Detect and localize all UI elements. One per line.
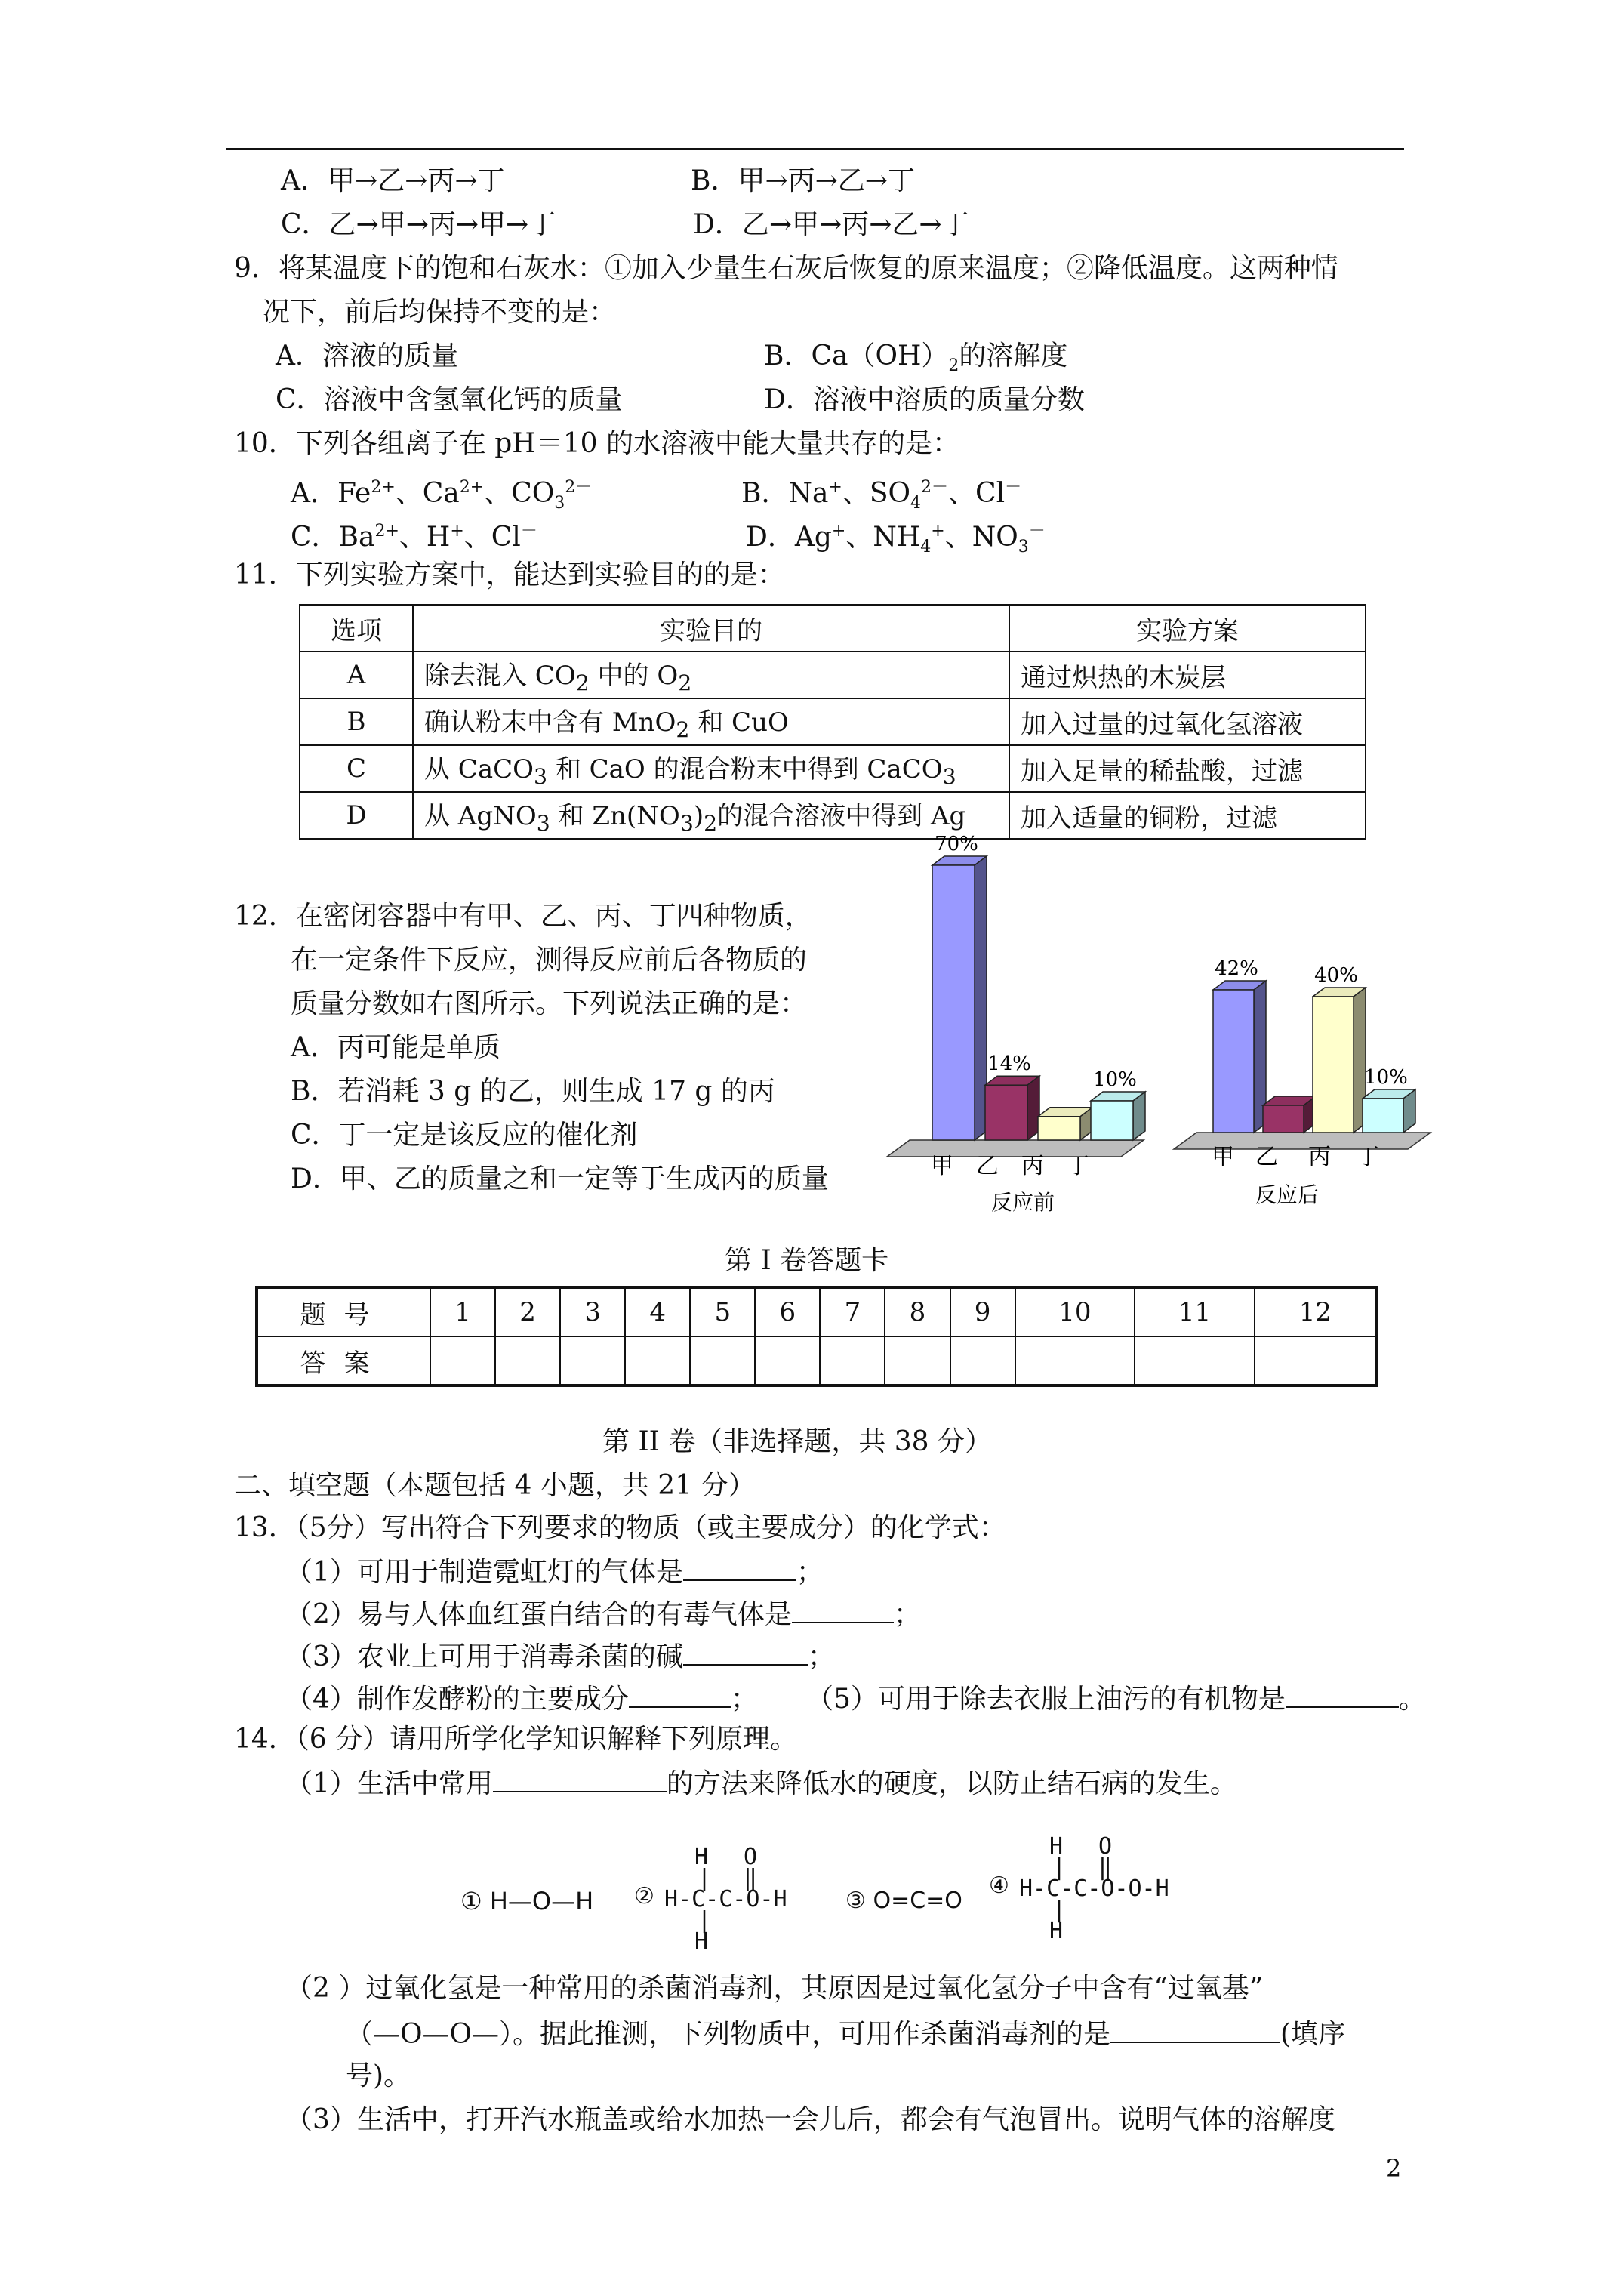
category-label: 甲 <box>1212 1144 1234 1170</box>
part2-title: 第 II 卷（非选择题，共 38 分） <box>602 1426 993 1457</box>
data-label: 70% <box>935 833 978 855</box>
formula-water: ① H—O—H <box>460 1887 594 1915</box>
q14-stem: 14．（6 分）请用所学化学知识解释下列原理。 <box>234 1724 798 1755</box>
answer-card-number: 4 <box>625 1287 690 1336</box>
answer-card-number: 12 <box>1255 1287 1377 1336</box>
chart-caption-before: 反应前 <box>990 1190 1055 1215</box>
chart-before <box>887 833 1145 1215</box>
q12-stem-2: 在一定条件下反应，测得反应前后各物质的 <box>291 945 808 975</box>
data-label: 42% <box>1215 957 1258 980</box>
category-label: 甲 <box>931 1153 953 1179</box>
q12-option-a: A．丙可能是单质 <box>291 1032 500 1063</box>
answer-blank[interactable] <box>683 1637 808 1666</box>
q10-stem: 10．下列各组离子在 pH＝10 的水溶液中能大量共存的是： <box>234 428 959 459</box>
table-cell-option: A <box>300 652 413 698</box>
bar-乙 <box>1263 1105 1304 1133</box>
chart-caption-after: 反应后 <box>1255 1182 1320 1207</box>
answer-card-number: 1 <box>430 1287 495 1336</box>
table-cell-goal: 除去混入 $CO_2$ 中的 $O_2$ <box>413 652 1009 698</box>
q14-part-1: （1）生活中常用 的方法来降低水的硬度，以防止结石病的发生。 <box>285 1764 1237 1802</box>
table-header-plan: 实验方案 <box>1009 605 1366 652</box>
bar-丁 <box>1091 1101 1133 1140</box>
q10-option-c: C．$Ba^{2+}$、H+、Cl－ <box>291 522 537 553</box>
answer-card-number: 7 <box>820 1287 885 1336</box>
answer-card-table <box>255 1286 1378 1387</box>
table-row <box>300 652 1366 698</box>
bar-丙 <box>1313 997 1354 1133</box>
q14-part-2-c: 号)。 <box>346 2060 411 2091</box>
q12-option-b: B．若消耗 3 g 的乙，则生成 17 g 的丙 <box>291 1076 775 1107</box>
page-number: 2 <box>1386 2154 1402 2183</box>
answer-cell[interactable] <box>560 1336 625 1385</box>
q13-item-1: （1）可用于制造霓虹灯的气体是 ； <box>285 1552 824 1591</box>
table-cell-plan: 加入足量的稀盐酸，过滤 <box>1009 745 1366 792</box>
bar-甲 <box>932 865 975 1140</box>
answer-card-number: 5 <box>690 1287 755 1336</box>
category-label: 丁 <box>1357 1144 1379 1170</box>
q14-part-2-a: （2 ）过氧化氢是一种常用的杀菌消毒剂，其原因是过氧化氢分子中含有“过氧基” <box>285 1973 1264 2004</box>
answer-blank[interactable] <box>792 1595 894 1623</box>
q8-option-b: B．甲→丙→乙→丁 <box>691 165 915 196</box>
q13-item-4: （4）制作发酵粉的主要成分 ； <box>285 1679 758 1718</box>
q13-item-2: （2）易与人体血红蛋白结合的有毒气体是 ； <box>285 1595 921 1633</box>
answer-cell[interactable] <box>1255 1336 1377 1385</box>
q10-option-a: A．$Fe^{2+}$、$Ca^{2+}$、$CO_3^{2-}$ <box>291 478 593 513</box>
q10-option-d: D．Ag+、$NH_4^+$、$NO_3^-$ <box>746 522 1046 557</box>
table-cell-plan: 加入适量的铜粉，过滤 <box>1009 792 1366 839</box>
table-cell-plan: 加入过量的过氧化氢溶液 <box>1009 698 1366 745</box>
q12-option-c: C．丁一定是该反应的催化剂 <box>291 1120 638 1151</box>
q8-option-d: D．乙→甲→丙→乙→丁 <box>693 209 969 240</box>
data-label: 40% <box>1314 964 1358 987</box>
table-row <box>300 698 1366 745</box>
answer-blank[interactable] <box>1286 1679 1399 1708</box>
mass-fraction-chart <box>895 833 1476 1216</box>
answer-card-number-row <box>257 1287 1377 1336</box>
table-cell-option: B <box>300 698 413 745</box>
q14-part-3: （3）生活中，打开汽水瓶盖或给水加热一会儿后，都会有气泡冒出。说明气体的溶解度 <box>285 2104 1335 2135</box>
answer-card-number: 9 <box>950 1287 1015 1336</box>
table-cell-goal: 从 AgNO$_3$ 和 $Zn(NO_3)_2$的混合溶液中得到 Ag <box>413 792 1009 839</box>
table-cell-goal: 从 CaCO$_3$ 和 CaO 的混合粉末中得到 CaCO$_3$ <box>413 745 1009 792</box>
answer-card-answer-row <box>257 1336 1377 1385</box>
chart-floor <box>887 1140 1144 1157</box>
q13-item-5: （5）可用于除去衣服上油污的有机物是 。 <box>806 1679 1426 1718</box>
answer-blank[interactable] <box>1110 2014 1280 2043</box>
answer-cell[interactable] <box>495 1336 560 1385</box>
answer-card-number: 6 <box>755 1287 820 1336</box>
q9-stem-2: 况下，前后均保持不变的是： <box>263 297 617 328</box>
answer-cell[interactable] <box>755 1336 820 1385</box>
q12-option-d: D．甲、乙的质量之和一定等于生成丙的质量 <box>291 1163 829 1194</box>
q13-item-3: （3）农业上可用于消毒杀菌的碱 ； <box>285 1637 835 1675</box>
table-header-goal: 实验目的 <box>413 605 1009 652</box>
table-cell-plan: 通过炽热的木炭层 <box>1009 652 1366 698</box>
category-label: 丁 <box>1067 1153 1089 1179</box>
q9-stem-1: 9．将某温度下的饱和石灰水：①加入少量生石灰后恢复的原来温度；②降低温度。这两种情 <box>234 253 1338 284</box>
q9-option-b: B．$Ca(OH)_2$的溶解度 <box>764 341 1068 376</box>
data-label: 10% <box>1093 1068 1137 1091</box>
q12-stem-1: 12．在密闭容器中有甲、乙、丙、丁四种物质， <box>234 901 812 932</box>
bar-丙 <box>1038 1117 1080 1140</box>
bar-丁 <box>1363 1099 1403 1133</box>
table-cell-option: C <box>300 745 413 792</box>
data-label: 14% <box>987 1052 1031 1076</box>
table-cell-goal: 确认粉末中含有 MnO$_2$ 和 CuO <box>413 698 1009 745</box>
category-label: 乙 <box>976 1153 999 1179</box>
answer-cell[interactable] <box>950 1336 1015 1385</box>
table-header-row <box>300 605 1366 652</box>
header-rule <box>226 148 1404 150</box>
bar-甲 <box>1213 990 1254 1133</box>
q10-option-b: B．Na+、$SO_4^{2-}$、Cl－ <box>741 478 1022 513</box>
answer-card-number: 11 <box>1135 1287 1255 1336</box>
answer-cell[interactable] <box>690 1336 755 1385</box>
answer-cell[interactable] <box>625 1336 690 1385</box>
answer-card-row-label: 题号 <box>257 1287 430 1336</box>
bar-side <box>1133 1092 1145 1140</box>
answer-cell[interactable] <box>1135 1336 1255 1385</box>
answer-card-row-label: 答案 <box>257 1336 430 1385</box>
experiment-table <box>299 604 1366 840</box>
category-label: 丙 <box>1308 1144 1331 1170</box>
q8-option-a: A．甲→乙→丙→丁 <box>281 165 505 196</box>
answer-cell[interactable] <box>885 1336 950 1385</box>
answer-card-number: 2 <box>495 1287 560 1336</box>
table-row <box>300 745 1366 792</box>
category-label: 丙 <box>1021 1153 1044 1179</box>
table-header-option: 选项 <box>300 605 413 652</box>
formula-peracetic-acid: ④ H | O ‖ H-C-C-O-O-H | H <box>989 1833 1169 1944</box>
answer-cell[interactable] <box>1015 1336 1135 1385</box>
category-label: 乙 <box>1255 1144 1278 1170</box>
answer-cell[interactable] <box>430 1336 495 1385</box>
q8-option-c: C．乙→甲→丙→甲→丁 <box>281 209 556 240</box>
answer-blank[interactable] <box>629 1679 731 1708</box>
q11-stem: 11．下列实验方案中，能达到实验目的的是： <box>234 559 785 590</box>
q14-part-2-b: （—O—O—）。据此推测，下列物质中，可用作杀菌消毒剂的是 (填序 <box>346 2014 1345 2053</box>
answer-cell[interactable] <box>820 1336 885 1385</box>
formula-acetic-acid: ② H | O ‖ H-C-C-O-H | H <box>634 1844 787 1955</box>
answer-card-number: 10 <box>1015 1287 1135 1336</box>
answer-card-number: 3 <box>560 1287 625 1336</box>
bar-乙 <box>985 1085 1027 1140</box>
q13-stem: 13．（5分）写出符合下列要求的物质（或主要成分）的化学式： <box>234 1512 1006 1543</box>
answer-blank[interactable] <box>493 1764 667 1792</box>
answer-card-title: 第 I 卷答题卡 <box>725 1245 889 1276</box>
chart-after <box>1174 957 1431 1207</box>
q9-option-a: A．溶液的质量 <box>276 341 458 371</box>
section-title: 二、填空题（本题包括 4 小题，共 21 分） <box>234 1470 756 1501</box>
answer-blank[interactable] <box>683 1552 796 1581</box>
formula-co2: ③ O=C=O <box>845 1888 962 1914</box>
answer-card-number: 8 <box>885 1287 950 1336</box>
q9-option-d: D．溶液中溶质的质量分数 <box>764 384 1085 415</box>
table-cell-option: D <box>300 792 413 839</box>
table-row <box>300 792 1366 839</box>
q9-option-c: C．溶液中含氢氧化钙的质量 <box>276 384 623 415</box>
data-label: 10% <box>1364 1066 1408 1089</box>
q12-stem-3: 质量分数如右图所示。下列说法正确的是： <box>291 988 808 1019</box>
